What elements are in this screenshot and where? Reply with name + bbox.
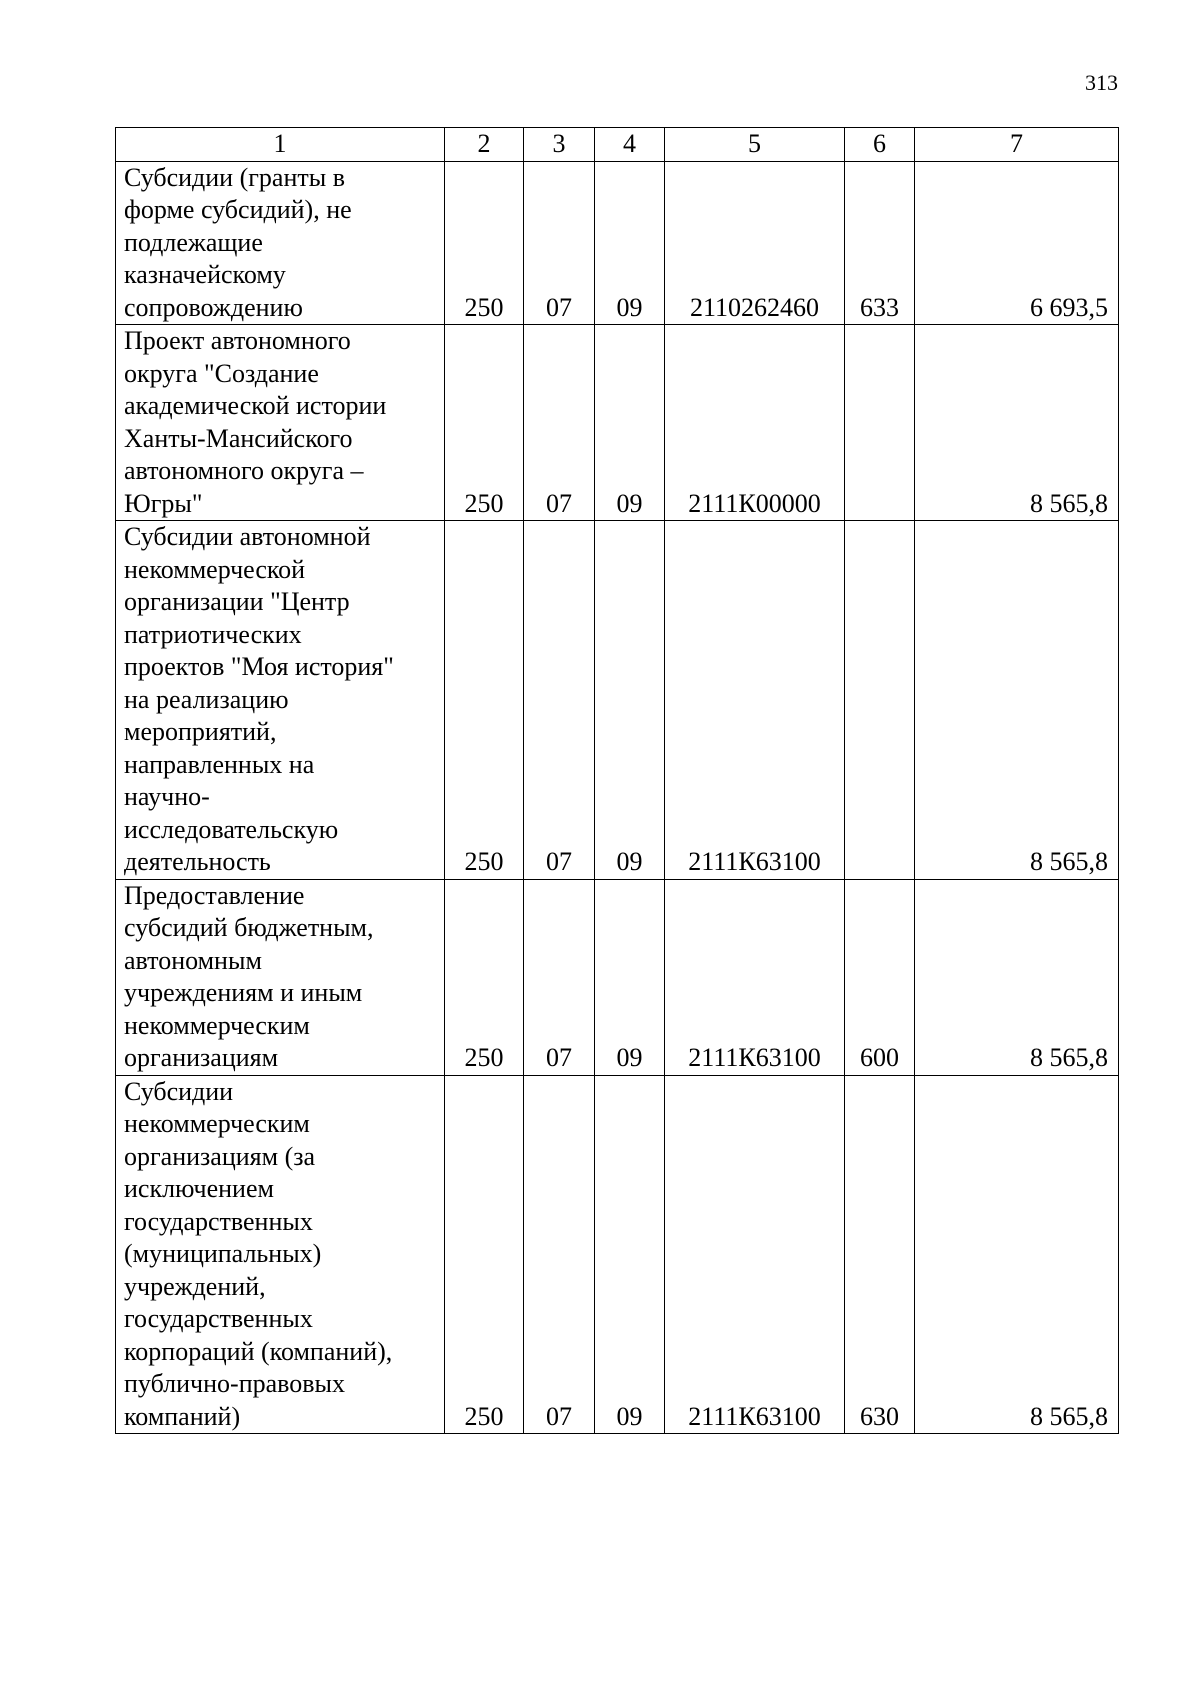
cell-target-article: 2111К63100 [665,1075,845,1434]
cell-section: 07 [524,1075,595,1434]
description-line: исследовательскую [124,814,339,844]
description-line: деятельность [124,847,271,876]
cell-section: 07 [524,161,595,325]
header-col-5: 5 [665,128,845,162]
table-row [116,521,1119,880]
description-line: автономного округа – [124,456,364,485]
description-line: подлежащие [124,227,263,257]
cell-amount: 6 693,5 [915,161,1119,325]
header-col-4: 4 [595,128,665,162]
description-line: на реализацию [124,684,289,714]
description-line: некоммерческой [124,554,306,584]
cell-expense-type: 630 [845,1075,915,1434]
description-line: публично-правовых [124,1369,345,1398]
header-col-7: 7 [915,128,1119,162]
page-number: 313 [1085,70,1118,95]
description-line: Субсидии (гранты в [124,162,345,192]
cell-admin-code: 250 [445,325,524,521]
description-line: проектов "Моя история" [124,652,394,681]
cell-section: 07 [524,879,595,1075]
cell-section: 07 [524,325,595,521]
description-line: патриотических [124,619,302,649]
row-description [116,879,445,1075]
description-line: казначейскому [124,260,286,289]
description-line: учреждений, [124,1271,266,1301]
description-line: компаний) [124,1401,241,1431]
description-line: Югры" [124,488,203,518]
cell-admin-code: 250 [445,161,524,325]
cell-subsection: 09 [595,161,665,325]
description-line: государственных [124,1206,313,1236]
cell-subsection: 09 [595,521,665,880]
description-line: государственных [124,1304,313,1333]
description-line: корпораций (компаний), [124,1336,393,1366]
description-line: Проект автономного [124,326,351,355]
description-line: организации "Центр [124,587,350,616]
cell-target-article: 2110262460 [665,161,845,325]
budget-table [115,127,1119,1434]
header-col-1: 1 [116,128,445,162]
cell-expense-type: 633 [845,161,915,325]
description-line: субсидий бюджетным, [124,913,374,942]
description-line: форме субсидий), не [124,195,352,224]
header-col-3: 3 [524,128,595,162]
cell-target-article: 2111К00000 [665,325,845,521]
description-line: организациям [124,1043,279,1072]
description-line: Ханты-Мансийского [124,423,353,453]
description-line: сопровождению [124,292,303,322]
table-row [116,879,1119,1075]
row-description [116,1075,445,1434]
cell-subsection: 09 [595,1075,665,1434]
description-line: учреждениям и иным [124,978,363,1007]
cell-expense-type [845,325,915,521]
table-row [116,161,1119,325]
header-col-6: 6 [845,128,915,162]
cell-amount: 8 565,8 [915,521,1119,880]
table-row [116,1075,1119,1434]
description-line: направленных на [124,749,315,779]
cell-expense-type [845,521,915,880]
row-description [116,325,445,521]
description-line: (муниципальных) [124,1239,322,1268]
cell-subsection: 09 [595,879,665,1075]
description-line: округа "Создание [124,358,319,388]
description-line: организациям (за [124,1141,316,1171]
table-row [116,325,1119,521]
cell-amount: 8 565,8 [915,879,1119,1075]
description-line: академической истории [124,391,387,420]
header-col-2: 2 [445,128,524,162]
description-line: Субсидии автономной [124,522,371,551]
cell-subsection: 09 [595,325,665,521]
description-line: Предоставление [124,880,305,910]
description-line: научно- [124,782,210,811]
cell-expense-type: 600 [845,879,915,1075]
table-header-row [116,128,1119,162]
cell-amount: 8 565,8 [915,1075,1119,1434]
row-description [116,521,445,880]
cell-admin-code: 250 [445,879,524,1075]
row-description [116,161,445,325]
description-line: некоммерческим [124,1109,310,1138]
description-line: мероприятий, [124,717,277,746]
cell-target-article: 2111К63100 [665,521,845,880]
description-line: исключением [124,1174,274,1203]
cell-target-article: 2111К63100 [665,879,845,1075]
description-line: некоммерческим [124,1010,310,1040]
cell-section: 07 [524,521,595,880]
description-line: Субсидии [124,1076,234,1106]
cell-admin-code: 250 [445,1075,524,1434]
cell-amount: 8 565,8 [915,325,1119,521]
cell-admin-code: 250 [445,521,524,880]
description-line: автономным [124,945,262,975]
